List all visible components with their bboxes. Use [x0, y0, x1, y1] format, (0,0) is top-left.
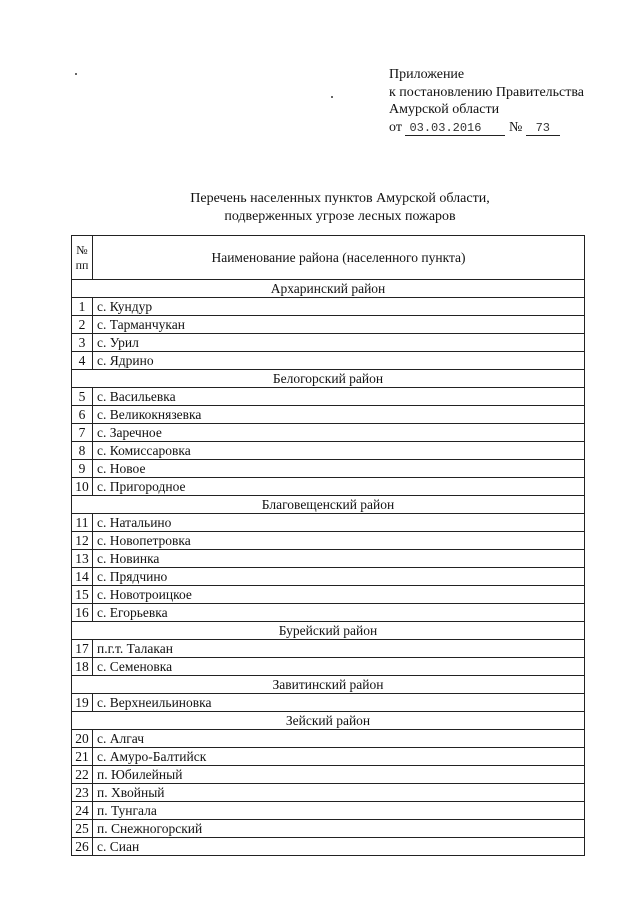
column-header-number-line-1: № — [76, 242, 88, 257]
district-row — [72, 370, 585, 388]
table-row — [72, 640, 585, 658]
table-row — [72, 604, 585, 622]
row-number: 2 — [72, 316, 93, 334]
row-number: 5 — [72, 388, 93, 406]
row-number: 8 — [72, 442, 93, 460]
district-name: Благовещенский район — [72, 496, 585, 514]
table-row — [72, 316, 585, 334]
appendix-line-2: к постановлению Правительства — [389, 84, 585, 100]
table-row — [72, 352, 585, 370]
row-number: 16 — [72, 604, 93, 622]
settlement-name: с. Амуро-Балтийск — [93, 748, 585, 766]
row-number: 21 — [72, 748, 93, 766]
district-name: Белогорский район — [72, 370, 585, 388]
settlement-name: с. Новотроицкое — [93, 586, 585, 604]
row-number: 22 — [72, 766, 93, 784]
settlement-name: с. Новинка — [93, 550, 585, 568]
settlements-table — [71, 235, 585, 856]
table-row — [72, 406, 585, 424]
row-number: 20 — [72, 730, 93, 748]
row-number: 7 — [72, 424, 93, 442]
settlement-name: с. Заречное — [93, 424, 585, 442]
settlements-table-body — [72, 236, 585, 856]
row-number: 17 — [72, 640, 93, 658]
table-row — [72, 730, 585, 748]
appendix-block — [389, 66, 629, 136]
row-number: 19 — [72, 694, 93, 712]
table-row — [72, 838, 585, 856]
settlement-name: с. Новопетровка — [93, 532, 585, 550]
settlement-name: п. Снежногорский — [93, 820, 585, 838]
row-number: 11 — [72, 514, 93, 532]
resolution-date: 03.03.2016 — [405, 121, 505, 136]
settlement-name: с. Егорьевка — [93, 604, 585, 622]
column-header-name: Наименование района (населенного пункта) — [93, 236, 585, 280]
district-name: Бурейский район — [72, 622, 585, 640]
row-number: 23 — [72, 784, 93, 802]
table-row — [72, 586, 585, 604]
document-title — [140, 190, 540, 226]
district-row — [72, 712, 585, 730]
district-name: Архаринский район — [72, 280, 585, 298]
resolution-number: 73 — [526, 121, 560, 136]
table-row — [72, 514, 585, 532]
district-row — [72, 676, 585, 694]
row-number: 14 — [72, 568, 93, 586]
district-row — [72, 622, 585, 640]
table-row — [72, 784, 585, 802]
settlement-name: с. Верхнеильиновка — [93, 694, 585, 712]
table-row — [72, 694, 585, 712]
settlement-name: п.г.т. Талакан — [93, 640, 585, 658]
scan-speck — [331, 96, 333, 98]
table-row — [72, 334, 585, 352]
number-label: № — [508, 119, 523, 135]
column-header-number — [72, 236, 93, 280]
settlement-name: с. Тарманчукан — [93, 316, 585, 334]
appendix-date-line — [389, 119, 629, 137]
scan-speck — [75, 73, 77, 75]
date-prefix: от — [389, 119, 402, 135]
settlement-name: с. Ядрино — [93, 352, 585, 370]
table-header-row — [72, 236, 585, 280]
title-line-2: подверженных угрозе лесных пожаров — [224, 209, 456, 224]
table-row — [72, 748, 585, 766]
row-number: 3 — [72, 334, 93, 352]
table-row — [72, 568, 585, 586]
settlement-name: п. Хвойный — [93, 784, 585, 802]
table-row — [72, 766, 585, 784]
column-header-number-line-2: пп — [75, 257, 89, 272]
row-number: 26 — [72, 838, 93, 856]
row-number: 6 — [72, 406, 93, 424]
settlement-name: с. Сиан — [93, 838, 585, 856]
district-name: Завитинский район — [72, 676, 585, 694]
appendix-line-1: Приложение — [389, 67, 465, 82]
table-row — [72, 550, 585, 568]
title-line-1: Перечень населенных пунктов Амурской области, — [190, 191, 490, 206]
table-row — [72, 460, 585, 478]
row-number: 9 — [72, 460, 93, 478]
table-row — [72, 424, 585, 442]
settlement-name: с. Великокнязевка — [93, 406, 585, 424]
settlement-name: с. Алгач — [93, 730, 585, 748]
table-row — [72, 532, 585, 550]
table-row — [72, 820, 585, 838]
settlement-name: п. Юбилейный — [93, 766, 585, 784]
row-number: 18 — [72, 658, 93, 676]
settlement-name: с. Кундур — [93, 298, 585, 316]
table-row — [72, 658, 585, 676]
row-number: 1 — [72, 298, 93, 316]
district-row — [72, 496, 585, 514]
settlement-name: с. Новое — [93, 460, 585, 478]
settlement-name: с. Семеновка — [93, 658, 585, 676]
row-number: 24 — [72, 802, 93, 820]
row-number: 13 — [72, 550, 93, 568]
settlement-name: с. Пригородное — [93, 478, 585, 496]
table-row — [72, 442, 585, 460]
row-number: 12 — [72, 532, 93, 550]
table-row — [72, 478, 585, 496]
district-name: Зейский район — [72, 712, 585, 730]
row-number: 4 — [72, 352, 93, 370]
settlement-name: с. Натальино — [93, 514, 585, 532]
appendix-line-3: Амурской области — [389, 102, 500, 117]
settlement-name: п. Тунгала — [93, 802, 585, 820]
row-number: 15 — [72, 586, 93, 604]
settlement-name: с. Комиссаровка — [93, 442, 585, 460]
table-row — [72, 802, 585, 820]
district-row — [72, 280, 585, 298]
row-number: 25 — [72, 820, 93, 838]
row-number: 10 — [72, 478, 93, 496]
table-row — [72, 388, 585, 406]
table-row — [72, 298, 585, 316]
settlement-name: с. Урил — [93, 334, 585, 352]
settlement-name: с. Прядчино — [93, 568, 585, 586]
settlement-name: с. Васильевка — [93, 388, 585, 406]
